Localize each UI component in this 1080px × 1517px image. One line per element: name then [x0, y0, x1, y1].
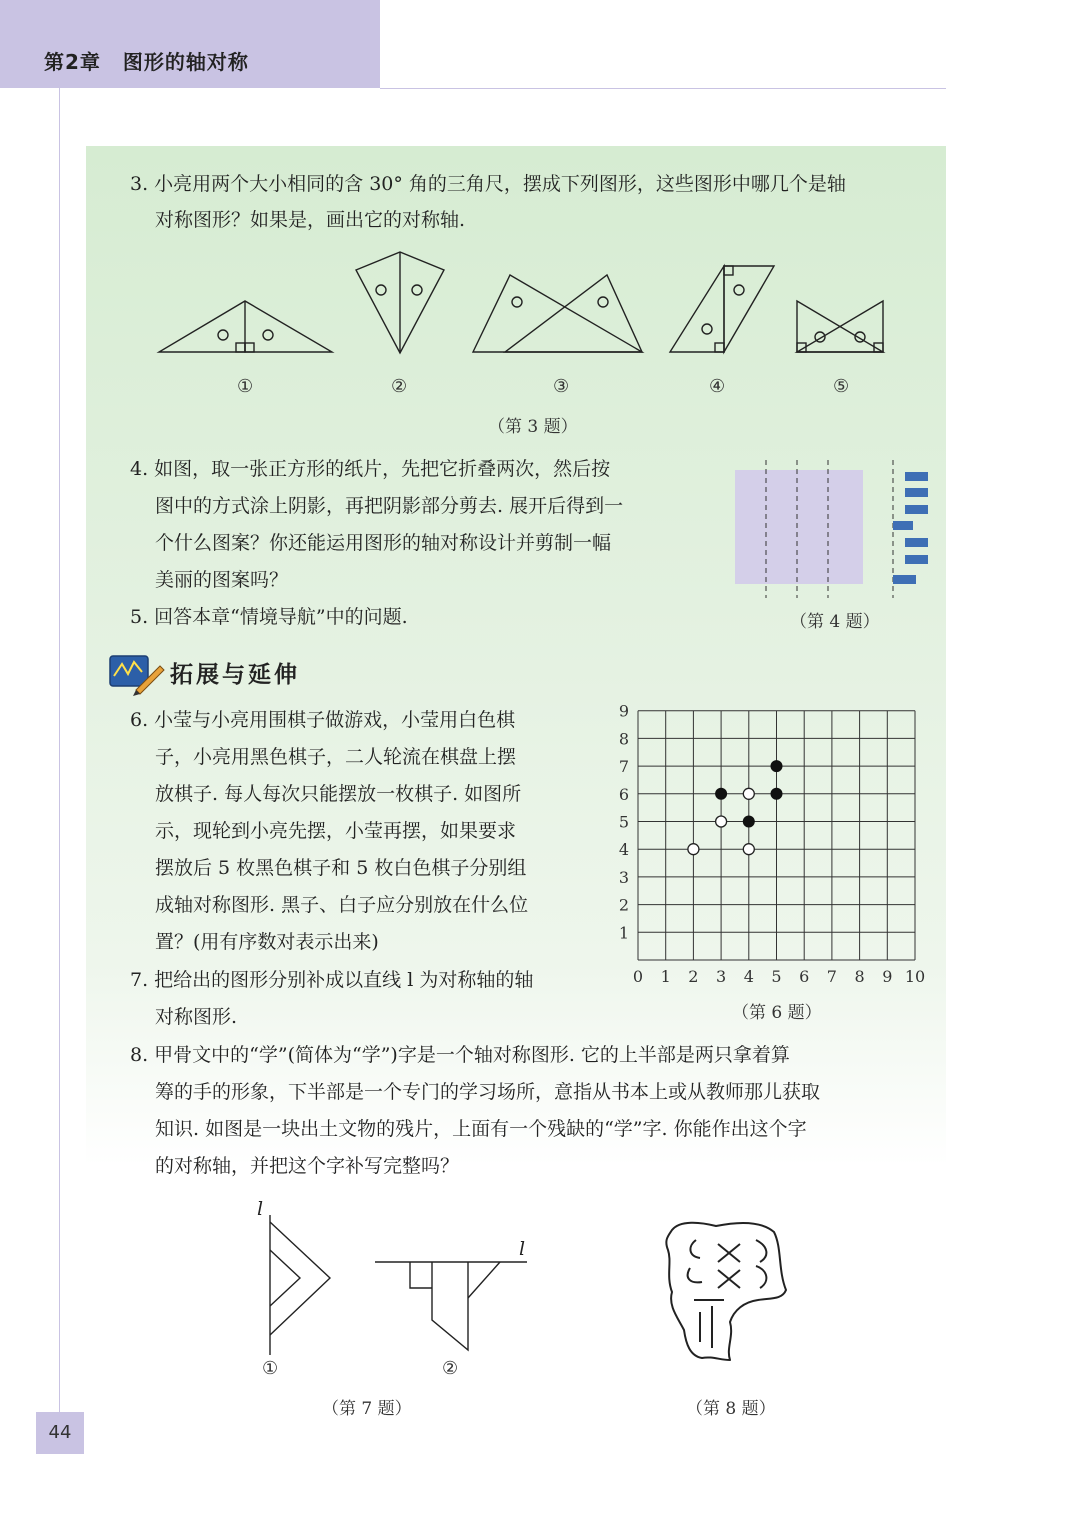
q3-label-1: ① [237, 376, 254, 397]
q7-caption: （第 7 题） [322, 1399, 412, 1419]
q3-line-1: 3. 小亮用两个大小相同的含 30° 角的三角尺，摆成下列图形，这些图形中哪几个是轴 [130, 173, 846, 195]
page-number-box [36, 1412, 84, 1454]
q6-line-5: 摆放后 5 枚黑色棋子和 5 枚白色棋子分别组 [155, 857, 527, 879]
q7-label-1: ① [262, 1358, 279, 1379]
y-tick-label: 6 [618, 784, 630, 804]
x-tick-label: 9 [882, 967, 893, 986]
q8-line-4: 的对称轴，并把这个字补写完整吗？ [155, 1155, 460, 1177]
y-tick-label: 3 [618, 867, 630, 887]
y-tick-label: 1 [618, 923, 630, 943]
q6-caption: （第 6 题） [732, 1003, 822, 1023]
q5-text: 5. 回答本章“情境导航”中的问题. [130, 606, 408, 628]
section-title: 拓展与延伸 [170, 662, 300, 688]
y-tick-label: 9 [618, 701, 630, 721]
q4-caption: （第 4 题） [790, 612, 880, 632]
q3-caption: （第 3 题） [488, 417, 578, 437]
chapter-number: 第2章 [44, 50, 101, 74]
q6-line-1: 6. 小莹与小亮用围棋子做游戏，小莹用白色棋 [130, 709, 516, 731]
chapter-title: 图形的轴对称 [122, 50, 249, 74]
q3-label-3: ③ [553, 376, 570, 397]
x-tick-label: 5 [771, 967, 782, 986]
q7-line-2: 对称图形. [155, 1006, 238, 1028]
x-tick-label: 3 [716, 967, 727, 986]
x-tick-label: 1 [660, 967, 671, 986]
x-tick-label: 0 [632, 967, 644, 986]
q6-line-2: 子，小亮用黑色棋子，二人轮流在棋盘上摆 [155, 746, 517, 768]
q7-label-2: ② [442, 1358, 459, 1379]
q6-line-6: 成轴对称图形. 黑子、白子应分别放在什么位 [155, 894, 529, 916]
x-tick-label: 10 [904, 967, 926, 986]
q3-label-2: ② [391, 376, 408, 397]
q4-line-1: 4. 如图，取一张正方形的纸片，先把它折叠两次，然后按 [130, 458, 611, 480]
q8-caption: （第 8 题） [686, 1399, 776, 1419]
q6-line-4: 示，现轮到小亮先摆，小莹再摆，如果要求 [155, 820, 517, 842]
q7-line-1: 7. 把给出的图形分别补成以直线 l 为对称轴的轴 [130, 969, 534, 991]
q3-label-5: ⑤ [833, 376, 850, 397]
y-tick-label: 7 [618, 757, 630, 777]
q6-line-7: 置？(用有序数对表示出来) [155, 931, 379, 953]
q7-axis-label-1: l [257, 1198, 264, 1220]
q4-line-2: 图中的方式涂上阴影，再把阴影部分剪去. 展开后得到一 [155, 495, 624, 517]
y-tick-label: 4 [618, 840, 630, 860]
x-tick-label: 7 [826, 967, 837, 986]
q4-line-3: 个什么图案？你还能运用图形的轴对称设计并剪制一幅 [155, 532, 612, 554]
y-tick-label: 8 [618, 729, 630, 749]
q8-line-3: 知识. 如图是一块出土文物的残片，上面有一个残缺的“学”字. 你能作出这个字 [155, 1118, 807, 1140]
x-tick-label: 2 [688, 967, 699, 986]
q8-line-2: 筹的手的形象，下半部是一个专门的学习场所，意指从书本上或从教师那儿获取 [155, 1081, 821, 1103]
q3-label-4: ④ [709, 376, 726, 397]
q8-line-1: 8. 甲骨文中的“学”(简体为“学”)字是一个轴对称图形. 它的上半部是两只拿着算 [130, 1044, 790, 1066]
q7-axis-label-2: l [519, 1238, 526, 1260]
q4-line-4: 美丽的图案吗？ [155, 569, 289, 591]
y-tick-label: 5 [618, 812, 630, 832]
x-tick-label: 6 [799, 967, 810, 986]
y-tick-label: 2 [618, 895, 630, 915]
x-tick-label: 4 [743, 967, 754, 986]
page-number: 44 [48, 1422, 72, 1443]
x-tick-label: 8 [854, 967, 865, 986]
q6-line-3: 放棋子. 每人每次只能摆放一枚棋子. 如图所 [155, 783, 522, 805]
q3-line-2: 对称图形？如果是，画出它的对称轴. [155, 209, 466, 231]
